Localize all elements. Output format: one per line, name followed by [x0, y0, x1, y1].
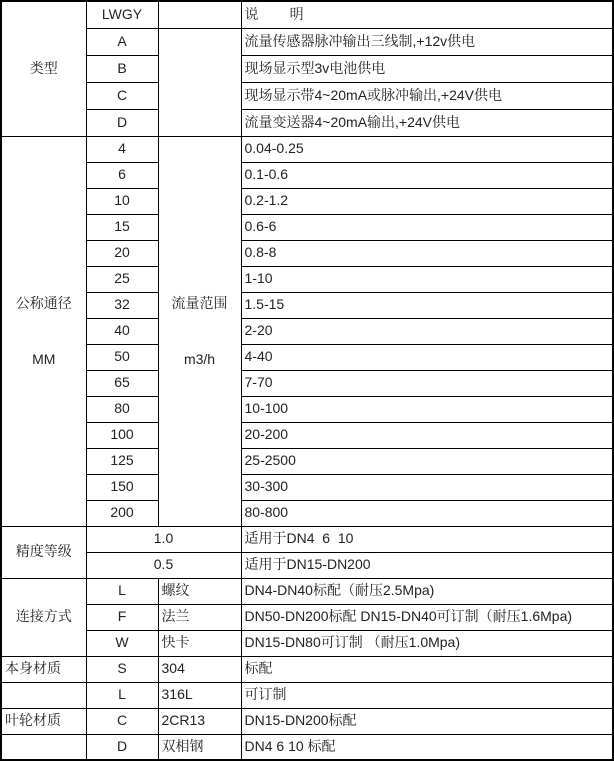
table-row — [1, 162, 613, 188]
connection-desc: DN4-DN40标配（耐压2.5Mpa) — [241, 578, 613, 604]
diameter-size: 150 — [86, 474, 158, 500]
diameter-size: 80 — [86, 396, 158, 422]
empty-merged-cell — [158, 28, 241, 136]
accuracy-grade: 1.0 — [86, 526, 241, 552]
diameter-size: 32 — [86, 292, 158, 318]
table-row — [1, 82, 613, 109]
table-row — [1, 55, 613, 82]
table-row — [1, 578, 613, 604]
diameter-size: 50 — [86, 344, 158, 370]
body-material-desc: 标配 — [241, 656, 613, 682]
flow-range-value: 0.1-0.6 — [241, 162, 613, 188]
diameter-size: 100 — [86, 422, 158, 448]
flow-range-value: 1-10 — [241, 266, 613, 292]
diameter-size: 6 — [86, 162, 158, 188]
flow-range-value: 80-800 — [241, 500, 613, 526]
table-row — [1, 28, 613, 55]
connection-desc: DN15-DN80可订制 （耐压1.0Mpa) — [241, 630, 613, 656]
connection-section-label: 连接方式 — [1, 578, 86, 656]
table-row — [1, 318, 613, 344]
connection-name: 快卡 — [158, 630, 241, 656]
table-row — [1, 448, 613, 474]
type-section-label: 类型 — [1, 1, 86, 136]
diameter-size: 65 — [86, 370, 158, 396]
flow-range-label — [158, 136, 241, 526]
diameter-size: 15 — [86, 214, 158, 240]
diameter-size: 40 — [86, 318, 158, 344]
type-desc: 流量变送器4~20mA输出,+24V供电 — [241, 109, 613, 136]
body-material-code: L — [86, 682, 158, 708]
table-row — [1, 708, 613, 734]
flow-range-value: 4-40 — [241, 344, 613, 370]
impeller-material-code: D — [86, 734, 158, 760]
connection-code: L — [86, 578, 158, 604]
table-row — [1, 474, 613, 500]
type-desc: 流量传感器脉冲输出三线制,+12v供电 — [241, 28, 613, 55]
flow-range-value: 0.8-8 — [241, 240, 613, 266]
empty-label-cell — [1, 734, 86, 760]
type-code: B — [86, 55, 158, 82]
table-row — [1, 604, 613, 630]
flow-range-value: 7-70 — [241, 370, 613, 396]
body-material-desc: 可订制 — [241, 682, 613, 708]
diameter-section-label — [1, 136, 86, 526]
model-code-header: LWGY — [86, 1, 158, 28]
flow-range-value: 25-2500 — [241, 448, 613, 474]
diameter-size: 25 — [86, 266, 158, 292]
table-row — [1, 526, 613, 552]
flow-range-label-line1: 流量范围 — [171, 294, 228, 311]
table-row — [1, 552, 613, 578]
empty-label-cell — [1, 682, 86, 708]
impeller-material-code: C — [86, 708, 158, 734]
table-row — [1, 240, 613, 266]
table-row — [1, 422, 613, 448]
accuracy-desc: 适用于DN15-DN200 — [241, 552, 613, 578]
impeller-material-section-label: 叶轮材质 — [1, 708, 86, 734]
description-header: 说 明 — [241, 1, 613, 28]
table-row — [1, 292, 613, 318]
type-desc: 现场显示带4~20mA或脉冲输出,+24V供电 — [241, 82, 613, 109]
accuracy-desc: 适用于DN4 6 10 — [241, 526, 613, 552]
accuracy-grade: 0.5 — [86, 552, 241, 578]
diameter-label-line1: 公称通径 — [15, 294, 72, 311]
type-desc: 现场显示型3v电池供电 — [241, 55, 613, 82]
table-row — [1, 734, 613, 760]
diameter-size: 20 — [86, 240, 158, 266]
diameter-size: 125 — [86, 448, 158, 474]
table-row — [1, 396, 613, 422]
table-row — [1, 109, 613, 136]
table-row — [1, 136, 613, 162]
flow-range-label-line2: m3/h — [183, 350, 216, 367]
accuracy-section-label: 精度等级 — [1, 526, 86, 578]
table-row — [1, 682, 613, 708]
diameter-size: 4 — [86, 136, 158, 162]
diameter-size: 200 — [86, 500, 158, 526]
table-row — [1, 214, 613, 240]
type-code: A — [86, 28, 158, 55]
connection-desc: DN50-DN200标配 DN15-DN40可订制（耐压1.6Mpa) — [241, 604, 613, 630]
impeller-material-name: 2CR13 — [158, 708, 241, 734]
impeller-material-desc: DN4 6 10 标配 — [241, 734, 613, 760]
table-row — [1, 1, 613, 28]
table-row — [1, 500, 613, 526]
connection-name: 螺纹 — [158, 578, 241, 604]
flow-range-value: 1.5-15 — [241, 292, 613, 318]
table-row — [1, 630, 613, 656]
table-row — [1, 370, 613, 396]
connection-code: F — [86, 604, 158, 630]
flow-range-value: 30-300 — [241, 474, 613, 500]
diameter-label-line2: MM — [32, 350, 56, 367]
table-row — [1, 188, 613, 214]
table-row — [1, 344, 613, 370]
body-material-name: 316L — [158, 682, 241, 708]
connection-code: W — [86, 630, 158, 656]
connection-name: 法兰 — [158, 604, 241, 630]
flow-range-value: 0.2-1.2 — [241, 188, 613, 214]
flow-range-value: 20-200 — [241, 422, 613, 448]
flow-range-value: 0.6-6 — [241, 214, 613, 240]
flow-range-value: 2-20 — [241, 318, 613, 344]
empty-header-cell — [158, 1, 241, 28]
table-row — [1, 656, 613, 682]
body-material-code: S — [86, 656, 158, 682]
body-material-name: 304 — [158, 656, 241, 682]
body-material-section-label: 本身材质 — [1, 656, 86, 682]
flow-range-value: 10-100 — [241, 396, 613, 422]
flow-range-value: 0.04-0.25 — [241, 136, 613, 162]
diameter-size: 10 — [86, 188, 158, 214]
type-code: D — [86, 109, 158, 136]
type-code: C — [86, 82, 158, 109]
impeller-material-name: 双相钢 — [158, 734, 241, 760]
table-row — [1, 266, 613, 292]
impeller-material-desc: DN15-DN200标配 — [241, 708, 613, 734]
